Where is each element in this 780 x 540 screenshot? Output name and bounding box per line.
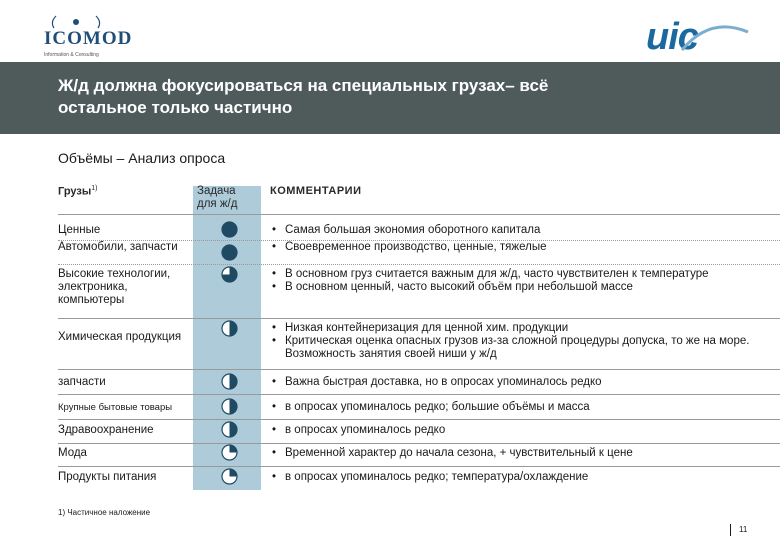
page-title-line2: остальное только частично (58, 98, 293, 117)
column-header-goods-footnote: 1) (91, 185, 98, 192)
comment-list (270, 224, 750, 237)
page-title-line1: Ж/д должна фокусироваться на специальных грузах– всё (58, 76, 549, 95)
uic-logo-text: uic (646, 16, 698, 58)
comment-list (270, 424, 750, 437)
comment-item: • Важна быстрая доставка, но в опросах упоминалось редко (270, 376, 750, 389)
table-row (0, 319, 780, 367)
harvey-ball-icon (221, 373, 238, 390)
comment-list (270, 447, 750, 460)
harvey-ball-icon (221, 266, 238, 283)
comment-list (270, 268, 750, 294)
goods-label: Автомобили, запчасти (58, 241, 178, 253)
row-divider (58, 240, 780, 241)
comment-item: • В основном груз считается важным для ж/д, часто чувствителен к температуре (270, 268, 750, 281)
title-band (0, 62, 780, 134)
row-divider (58, 443, 780, 444)
page-subtitle: Объёмы – Анализ опроса (58, 150, 226, 166)
table-row (0, 265, 780, 317)
row-divider (58, 369, 780, 370)
harvey-ball-icon (221, 398, 238, 415)
column-header-task: Задача для ж/д (197, 185, 238, 210)
harvey-ball-icon (221, 221, 238, 238)
page-number: 11 (730, 524, 747, 536)
goods-label: запчасти (58, 376, 106, 388)
comment-list (270, 401, 750, 414)
goods-label: Ценные (58, 224, 101, 236)
harvey-ball-icon (221, 320, 238, 337)
comment-item: • Критическая оценка опасных грузов из-за сложной процедуры допуска, то же на море. Возможность занятия своей ниши у ж/д (270, 335, 750, 361)
comment-list (270, 322, 750, 361)
table-row (0, 444, 780, 465)
comment-list (270, 471, 750, 484)
goods-label: Крупные бытовые товары (58, 402, 173, 413)
row-divider (58, 466, 780, 467)
harvey-ball-icon (221, 244, 238, 261)
table-row (0, 370, 780, 393)
goods-label: Здравоохранение (58, 424, 154, 436)
swoosh-icon (680, 22, 750, 52)
row-divider (58, 318, 780, 319)
footnote: 1) Частичное наложение (58, 508, 151, 517)
goods-label: Мода (58, 447, 87, 459)
column-header-comments: КОММЕНТАРИИ (270, 185, 362, 197)
table-row (0, 221, 780, 239)
harvey-ball-icon (221, 421, 238, 438)
column-header-goods-text: Грузы (58, 185, 92, 198)
harvey-ball-icon (221, 468, 238, 485)
table-row (0, 241, 780, 263)
row-divider (58, 419, 780, 420)
harvey-ball-icon (221, 444, 238, 461)
comment-item: • в опросах упоминалось редко; большие объёмы и масса (270, 401, 750, 414)
comment-list (270, 241, 750, 254)
comment-item: • Низкая контейнеризация для ценной хим. продукции (270, 322, 750, 335)
comment-item: • Самая большая экономия оборотного капитала (270, 224, 750, 237)
icomod-logo (28, 12, 133, 58)
row-divider (58, 264, 780, 265)
comment-list (270, 376, 750, 389)
table-row (0, 395, 780, 418)
comment-item: • в опросах упоминалось редко; температура/охлаждение (270, 471, 750, 484)
table-row (0, 467, 780, 490)
uic-logo (640, 18, 750, 58)
table-row (0, 420, 780, 442)
page-title (58, 75, 758, 119)
goods-label: Высокие технологии, электроника, компьютеры (58, 268, 171, 306)
comment-item: • Своевременное производство, ценные, тяжелые (270, 241, 750, 254)
icomod-logo-text: ICOMOD (44, 28, 133, 49)
goods-label: Продукты питания (58, 471, 157, 483)
comment-item: • Временной характер до начала сезона, + чувствительный к цене (270, 447, 750, 460)
goods-label: Химическая продукция (58, 331, 182, 343)
row-divider (58, 394, 780, 395)
comment-item: • В основном ценный, часто высокий объём при небольшой массе (270, 281, 750, 294)
header-divider (58, 214, 780, 215)
column-header-goods (58, 185, 97, 198)
icomod-tagline: Information & Consulting (44, 52, 99, 58)
comment-item: • в опросах упоминалось редко (270, 424, 750, 437)
